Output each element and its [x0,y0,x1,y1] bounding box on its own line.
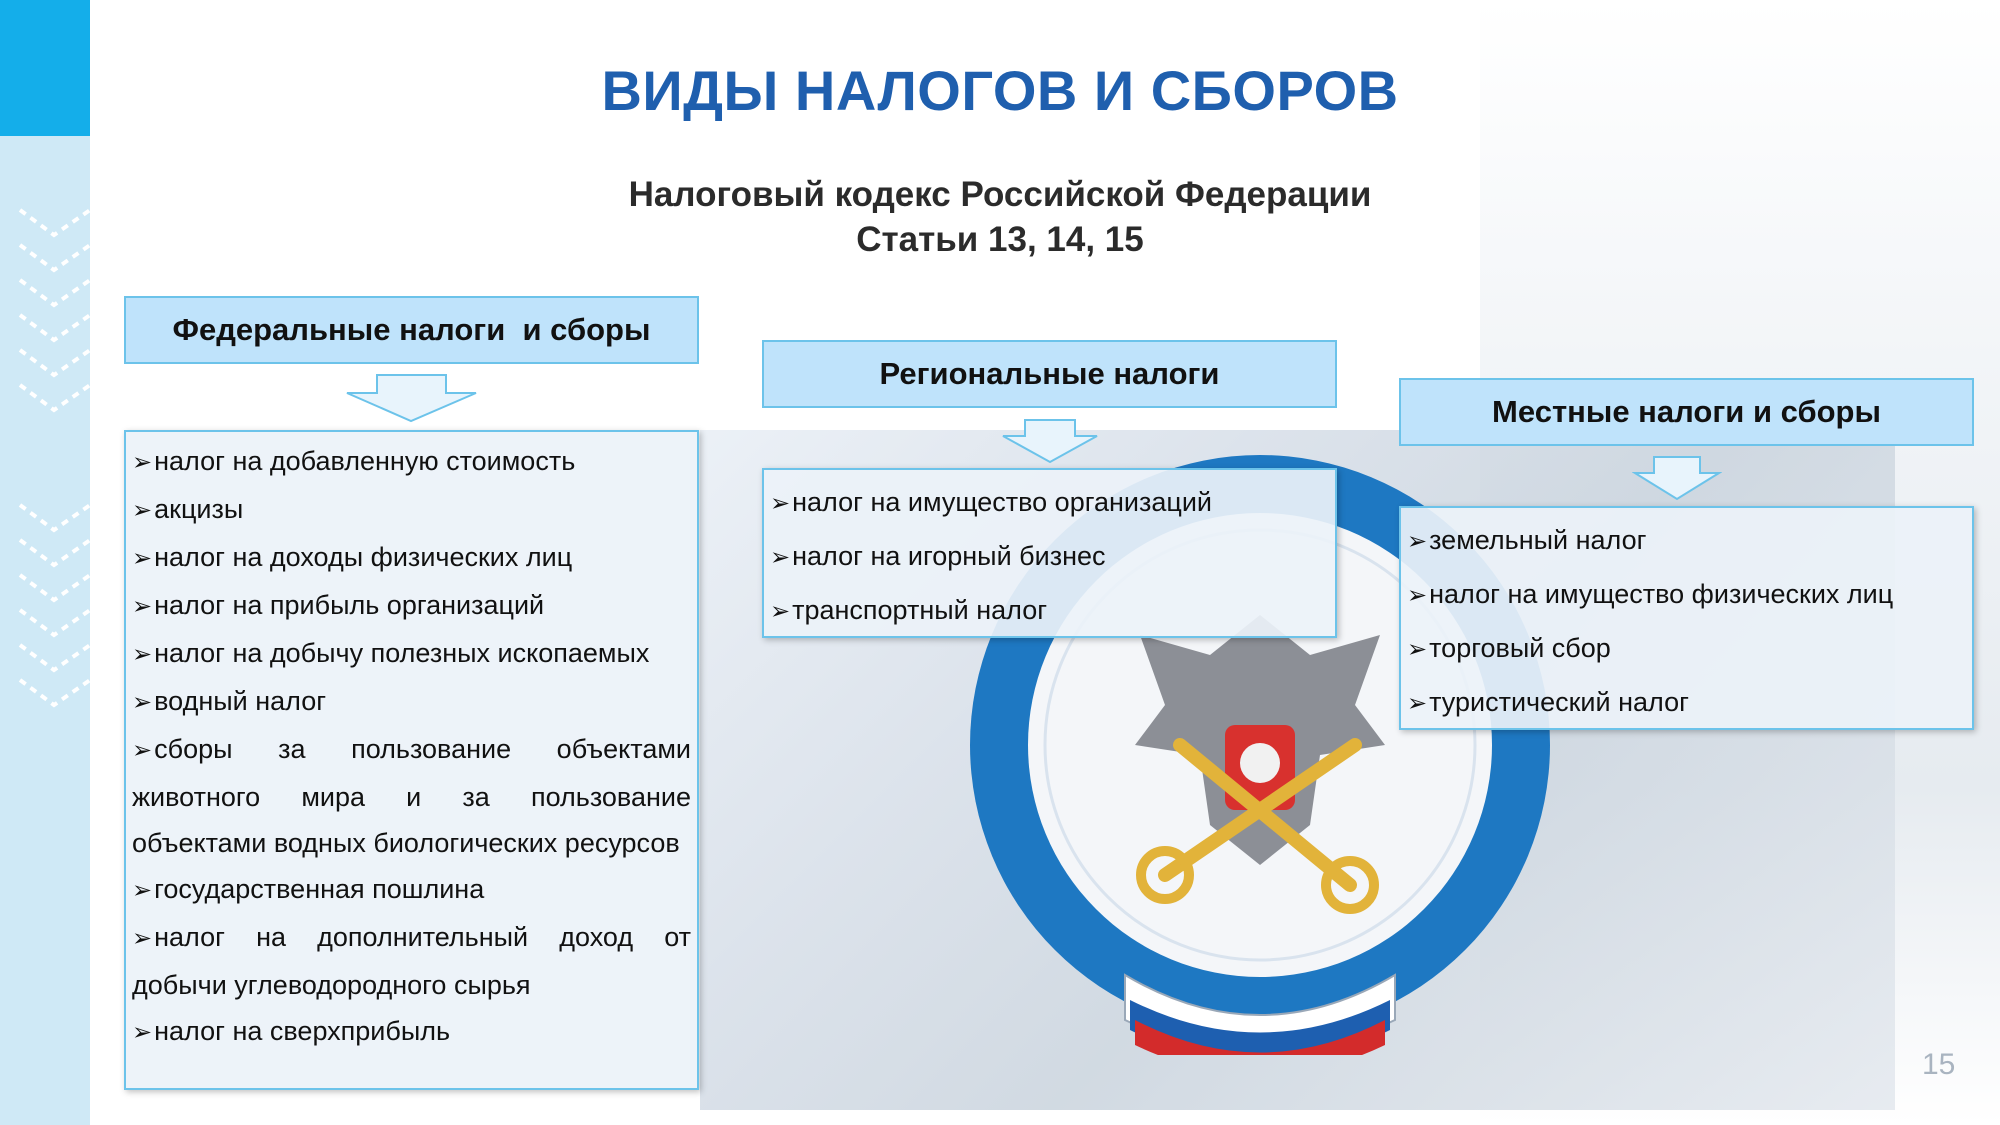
list-item: ➢ акцизы [132,486,691,534]
down-arrow-icon [1632,455,1722,501]
subtitle-line-code: Налоговый кодекс Российской Федерации [628,175,1372,214]
list-item: ➢ налог на доходы физических лиц [132,534,691,582]
sidebar-accent-block [0,0,90,136]
slide-title: ВИДЫ НАЛОГОВ И СБОРОВ [601,59,1399,122]
down-arrow-icon [344,373,479,423]
list-item: ➢ государственная пошлина [132,866,691,914]
chevron-pattern-icon [18,500,90,710]
list-item: ➢ налог на добавленную стоимость [132,438,691,486]
list-item: ➢ налог на дополнительный доход от добычи углеводородного сырья [132,914,691,1008]
list-item: ➢ туристический налог [1407,676,1966,730]
list-item: ➢ транспортный налог [770,584,1329,638]
page-number: 15 [1922,1048,1956,1081]
regional-tax-list [762,468,1337,638]
slide-subtitle [400,172,1600,262]
list-item: ➢ торговый сбор [1407,622,1966,676]
list-item: ➢ налог на добычу полезных ископаемых [132,630,691,678]
list-item: ➢ земельный налог [1407,514,1966,568]
list-item: ➢ сборы за пользование объектами животного мира и за пользование объектами водных биологических ресурсов [132,726,691,866]
subtitle-line-articles: Статьи 13, 14, 15 [856,220,1144,259]
list-item: ➢ налог на игорный бизнес [770,530,1329,584]
list-item: ➢ налог на имущество физических лиц [1407,568,1966,622]
list-item: ➢ налог на прибыль организаций [132,582,691,630]
list-item: ➢ налог на имущество организаций [770,476,1329,530]
federal-header: Федеральные налоги и сборы [124,296,699,364]
list-item: ➢ водный налог [132,678,691,726]
chevron-pattern-icon [18,205,90,415]
federal-tax-list [124,430,699,1090]
regional-header: Региональные налоги [762,340,1337,408]
local-tax-list [1399,506,1974,730]
local-header: Местные налоги и сборы [1399,378,1974,446]
list-item: ➢ налог на сверхприбыль [132,1008,691,1056]
down-arrow-icon [1000,418,1100,464]
